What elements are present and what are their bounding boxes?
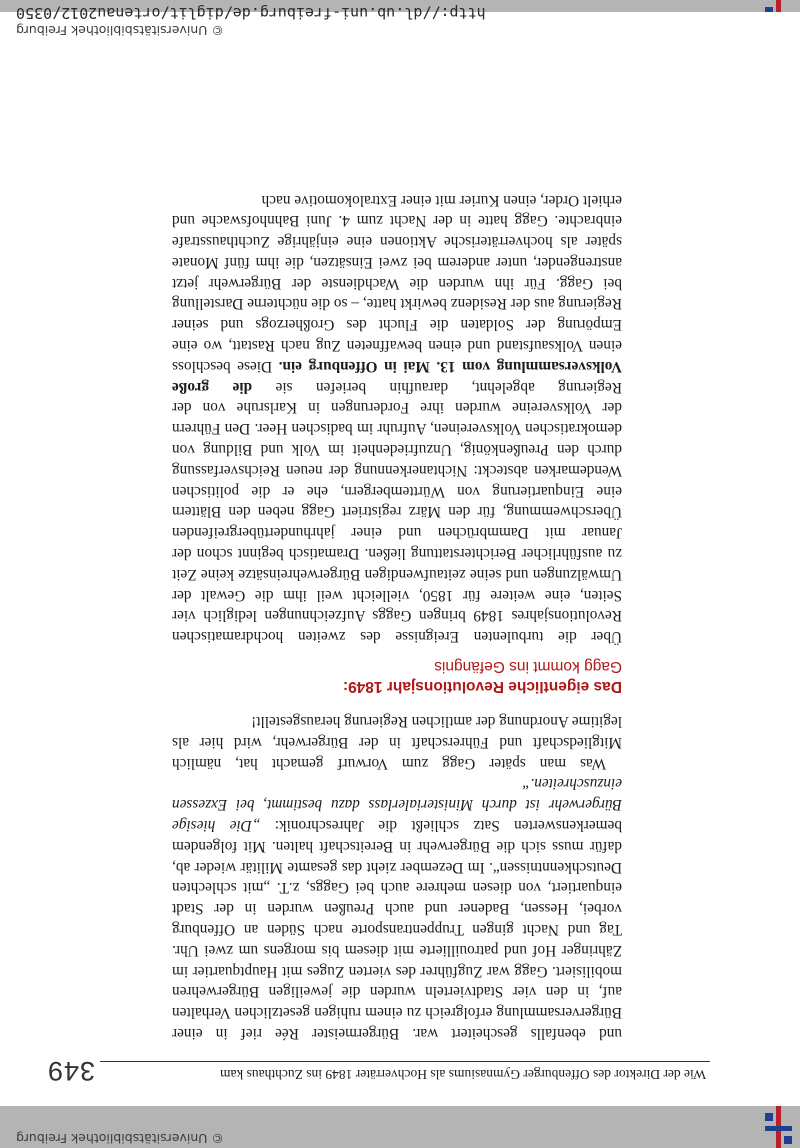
running-title: Wie der Direktor des Offenburger Gymnasiums als Hochverräter 1849 ins Zuchthaus kam	[220, 1067, 706, 1082]
ub-freiburg-logo-icon-bottom	[762, 0, 796, 12]
section-heading	[172, 656, 622, 696]
paragraph-3: Über die turbulenten Ereignisse des zweiten hochdramatischen Revolutionsjahres 1849 bringen Gaggs Aufzeichnungen lediglich vier Seiten, eine weitere für 1850, vielleicht weil ihm die Gewalt der Umwälzungen und seine zeitaufwendigen Bürgerwehreinsätze keine Zeit zu ausführlicher Berichterstattung ließen. Dramatisch beginnt schon der Januar mit Dammbrüchen und einer jahrhundertübergreifenden Überschwemmung, für den März registriert Gagg neben den Blättern eine Einquartierung von Württembergern, ehe er die politischen Wendemarken absteckt: Nichtanerkennung der neuen Reichsverfassung durch den Preußenkönig, Unzufriedenheit im Volk und Bildung von demokratischen Volksvereinen, Aufruhr im badischen Heer. Den Führern der Volksvereine wurden ihre Forderungen in Karlsruhe von der Regierung abgelehnt, daraufhin beriefen sie die große Volksversammlung vom 13. Mai in Offenburg ein. Diese beschloss einen Volksaufstand und einen bewaffneten Zug nach Rastatt, wo eine Empörung der Soldaten die Flucht des Großherzogs und seiner Regierung aus der Residenz bewirkt hatte, – so die nüchterne Darstellung bei Gagg. Für ihn wurden die Wachdienste der Bürgerwehr jetzt anstrengender, unter anderem bei zwei Einsätzen, die ihm fünf Monate später als hochverräterische Aktionen eine einjährige Zuchthausstrafe einbrachte. Gagg hatte in der Nacht zum 4. Juni Bahnhofswache und erhielt Order, einen Kurier mit einer Extralokomotive nach	[172, 191, 622, 646]
page-url-link[interactable]: http://dl.ub.uni-freiburg.de/diglit/ortenau2012/0350	[16, 4, 486, 22]
section-heading-line-2: Gagg kommt ins Gefängnis	[434, 658, 622, 676]
book-page	[46, 189, 710, 1086]
section-heading-line-1: Das eigentliche Revolutionsjahr 1849:	[342, 678, 622, 696]
chronicle-quote: „Die hiesige Bürgerwehr ist durch Ministerialerlass dazu bestimmt, bei Exzessen einzuschreiten.“	[172, 775, 622, 835]
viewer-top-bar	[0, 1106, 800, 1148]
page-number: 349	[46, 1056, 95, 1086]
copyright-notice: © Universitätsbibliothek Freiburg	[16, 23, 224, 38]
paragraph-2: Was man später Gagg zum Vorwurf gemacht hat, nämlich Mitgliedschaft und Führerschaft in der Bürgerwehr, wird hier als legitime Anordnung der amtlichen Regierung herausgestellt!	[172, 713, 622, 772]
bold-phrase: die große Volksversammlung vom 13. Mai in Offenburg ein.	[172, 357, 622, 396]
body-text	[172, 189, 622, 1043]
ub-freiburg-logo-icon	[762, 1106, 796, 1148]
copyright-notice-top: © Universitätsbibliothek Freiburg	[16, 1131, 224, 1146]
running-head	[46, 1056, 710, 1086]
paragraph-1: und ebenfalls gescheitert war. Bürgermeister Rée rief in einer Bürgerversammlung erfolgreich zu einem ruhigen gesetzlichen Verhalten auf, in den vier Stadtvierteln wurden die jeweiligen Bürgerwehren mobilisiert. Gagg war Zugführer des vierten Zuges mit Hauptquartier im Zähringer Hof und patrouillierte mit diesem bis morgens um zwei Uhr. Tag und Nacht gingen Truppentransporte nach Süden an Offenburg vorbei, Hessen, Badener und auch Preußen wurden in der Stadt einquartiert, von diesen mehrere auch bei Gaggs, z.T. „mit schlechten Deutschkenntnissen“. Im Dezember zieht das gesamte Militär wieder ab, dafür muss sich die Bürgerwehr in Bereitschaft halten. Mit folgendem bemerkenswerten Satz schließt die Jahreschronik: „Die hiesige Bürgerwehr ist durch Ministerialerlass dazu bestimmt, bei Exzessen einzuschreiten.“	[172, 775, 622, 1042]
viewer-bottom-bar	[0, 0, 800, 12]
